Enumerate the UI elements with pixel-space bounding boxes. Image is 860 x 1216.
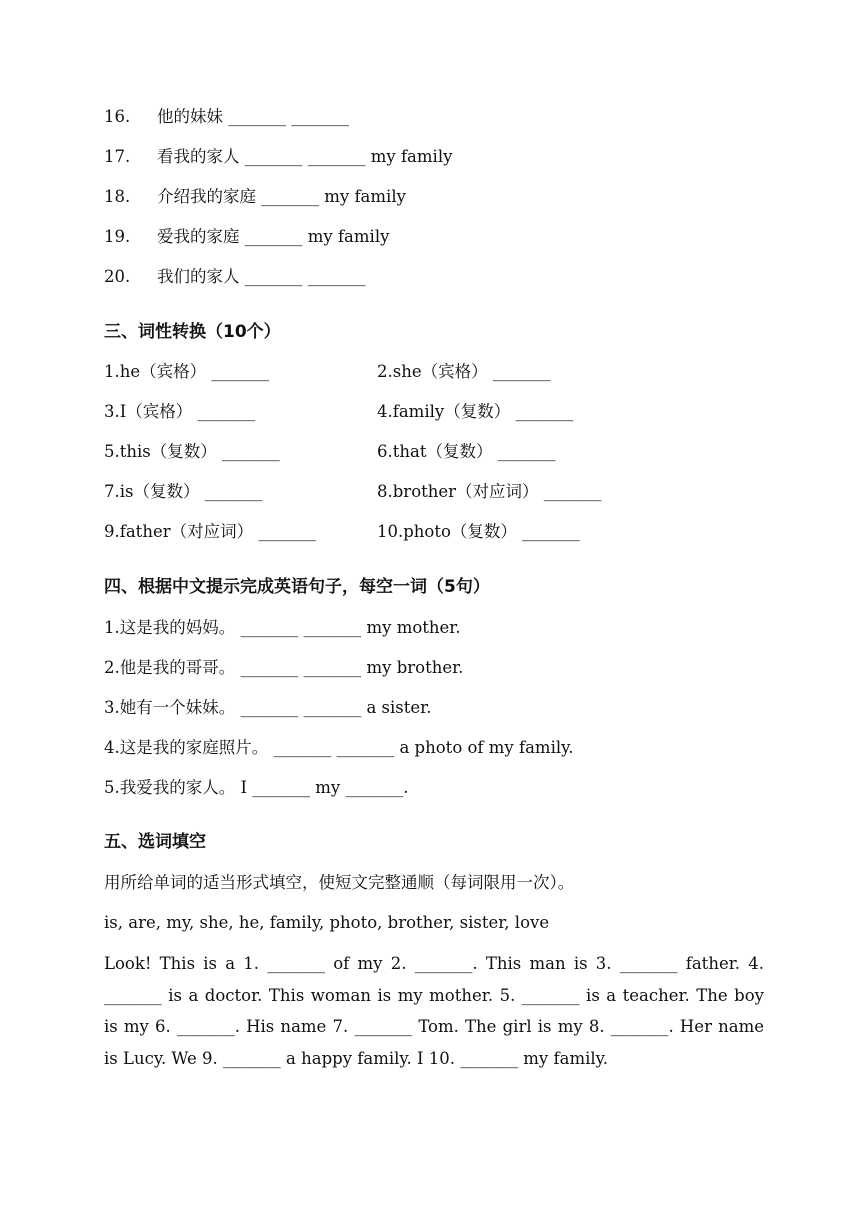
list-item: [104, 146, 452, 168]
section4-heading: 四、根据中文提示完成英语句子，每空一词（5句）: [104, 577, 490, 597]
conversion-item: 8.brother（对应词） _______: [377, 482, 602, 501]
item-text: 看我的家人 _______ _______ my family: [157, 147, 453, 166]
sentence-item: 5.我爱我的家人。 I _______ my _______.: [104, 778, 409, 797]
item-number: 18.: [104, 187, 131, 206]
sentence-item: 1.这是我的妈妈。 _______ _______ my mother.: [104, 618, 461, 637]
list-item: [104, 266, 366, 288]
list-item: [104, 226, 389, 248]
item-number: 17.: [104, 147, 131, 166]
item-text: 爱我的家庭 _______ my family: [157, 227, 390, 246]
item-text: 介绍我的家庭 _______ my family: [157, 187, 406, 206]
conversion-item: 7.is（复数） _______: [104, 482, 263, 501]
conversion-item: 6.that（复数） _______: [377, 442, 556, 461]
section5-instruction: 用所给单词的适当形式填空，使短文完整通顺（每词限用一次）。: [104, 873, 575, 892]
section3-heading: 三、词性转换（10个）: [104, 322, 281, 342]
conversion-item: 2.she（宾格） _______: [377, 362, 551, 381]
cloze-passage: Look! This is a 1. _______ of my 2. _______. This man is 3. _______ father. 4. _______ is a doctor. This woman is my mother. 5. _______ is a teacher. The boy is my 6. _______. His name 7. _______ Tom. The girl is my 8. _______. Her name is Lucy. We 9. _______ a happy family. I 10. _______ my family.: [104, 954, 764, 1068]
sentence-item: 4.这是我的家庭照片。 _______ _______ a photo of my family.: [104, 738, 574, 757]
conversion-item: 4.family（复数） _______: [377, 402, 574, 421]
section5-heading: 五、选词填空: [104, 832, 206, 852]
conversion-item: 3.I（宾格） _______: [104, 402, 256, 421]
word-bank: is, are, my, she, he, family, photo, brother, sister, love: [104, 913, 550, 932]
list-item: [104, 106, 349, 128]
item-number: 16.: [104, 107, 131, 126]
item-text: 我们的家人 _______ _______: [157, 267, 366, 286]
item-number: 19.: [104, 227, 131, 246]
list-item: [104, 186, 406, 208]
conversion-item: 9.father（对应词） _______: [104, 522, 317, 541]
conversion-item: 5.this（复数） _______: [104, 442, 280, 461]
item-number: 20.: [104, 267, 131, 286]
item-text: 他的妹妹 _______ _______: [157, 107, 349, 126]
conversion-item: 1.he（宾格） _______: [104, 362, 270, 381]
sentence-item: 2.他是我的哥哥。 _______ _______ my brother.: [104, 658, 464, 677]
conversion-item: 10.photo（复数） _______: [377, 522, 580, 541]
sentence-item: 3.她有一个妹妹。 _______ _______ a sister.: [104, 698, 432, 717]
